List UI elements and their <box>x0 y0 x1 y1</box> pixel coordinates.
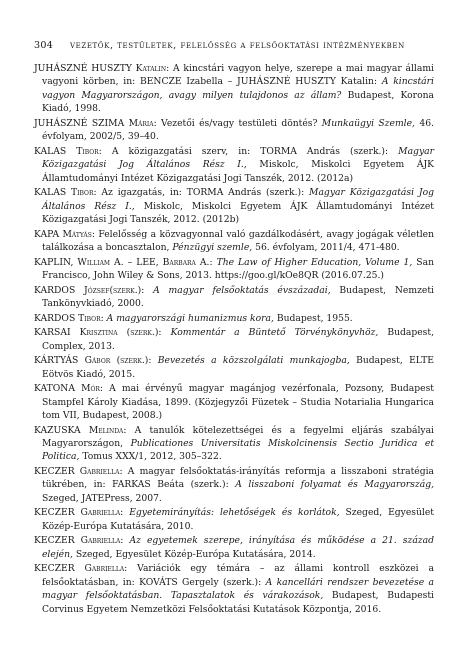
entry-title-italic: Az egyetemek szerepe, irányítása és működése a 21. század elején, <box>42 535 435 560</box>
bibliography-entry <box>34 256 434 283</box>
bibliography-entry <box>34 382 434 422</box>
entry-title-italic: Magyar Közigazgatási Jog Általános Rész I., <box>42 187 434 212</box>
entry-title-italic: The Law of Higher Education, Volume 1, <box>216 256 413 268</box>
bibliography-entry <box>34 284 434 311</box>
entry-author: KECZER Gabriella: <box>34 466 123 478</box>
entry-text: A közigazgatási szerv, in: TORMA András (szerk.): <box>101 145 399 157</box>
entry-author: KECZER Gabriella: <box>34 563 128 575</box>
entry-text: Felelősség a közvagyonnal való gazdálkodásért, avagy jogágak véletlen találkozása a boncasztalon, <box>42 228 434 254</box>
entry-title-italic: A kancellári rendszer bevezetése a magyar felsőoktatásban. Tapasztalatok és várakozások, <box>42 576 434 602</box>
entry-author: KECZER Gabriella: <box>34 535 124 547</box>
entry-title-italic: Magyar Közigazgatási Jog Általános Rész I., <box>42 145 434 171</box>
entry-author: JUHÁSZNÉ HUSZTY Katalin: <box>34 63 170 74</box>
entry-author: KAPLIN, William A. – LEE, Barbara A.: <box>34 256 213 268</box>
entry-author: KECZER Gabriella: <box>34 507 124 519</box>
entry-text: A magyar felsőoktatás-irányítás reformja a lisszaboni stratégia tükrében, in: FARKAS Beáta (szerk.): <box>42 466 434 491</box>
entry-publication-info: San Francisco, John Wiley & Sons, 2013. https://goo.gl/kOe8QR (2016.07.25.) <box>42 256 434 282</box>
entry-author: KARDOS József(szerk.): <box>34 284 145 296</box>
entry-title-italic: A magyar felsőoktatás évszázadai, <box>153 284 331 296</box>
entry-text: Variációk egy témára – az állami kontroll eszközei a felsőoktatásban, in: KOVÁTS Gergely (szerk.): <box>42 563 434 588</box>
entry-title-italic: Munkaügyi Szemle, <box>321 117 415 129</box>
entry-text: A kincstári vagyon helye, szerepe a mai magyar állami vagyoni körben, in: BENCZE Izabella – JUHÁSZNÉ HUSZTY Katalin: <box>42 63 434 88</box>
bibliography-entry <box>34 62 434 116</box>
bibliography-entry <box>34 506 434 533</box>
entry-text <box>144 285 153 296</box>
bibliography-entry <box>34 465 434 505</box>
entry-title-italic: Kommentár a Büntető Törvénykönyvhöz, <box>170 327 379 339</box>
entry-text <box>162 327 171 338</box>
entry-text: Az igazgatás, in: TORMA András (szerk.): <box>96 187 310 199</box>
entry-publication-info: Budapest, Complex, 2013. <box>42 327 435 352</box>
entry-author: KALAS Tibor: <box>34 145 102 157</box>
bibliography-entry <box>34 312 434 325</box>
bibliography-entry <box>34 228 434 255</box>
entry-author: KARSAI Krisztina (szerk.): <box>34 327 162 339</box>
entry-author: KALAS Tibor: <box>34 187 97 199</box>
entry-publication-info: Miskolc, Miskolci Egyetem ÁJK Államtudományi Intézet Közigazgatási Jogi Tanszék, 2012. (2012a) <box>42 159 434 184</box>
entry-publication-info: Miskolc, Miskolci Egyetem ÁJK Államtudományi Intézet Közigazgatási Jogi Tanszék, 2012. (2012b) <box>42 200 434 226</box>
entry-title-italic: A kincstári vagyon Magyarországon, avagy milyen tulajdonos az állam? <box>42 76 434 101</box>
entry-title-italic: A lisszaboni folyamat és Magyarország, <box>235 479 434 491</box>
entry-title-italic: Publicationes Universitatis Miskolcinensis Sectio Juridica et Politica, <box>42 438 435 463</box>
entry-author: KÁRTYÁS Gábor (szerk.): <box>34 355 152 367</box>
entry-publication-info: Budapest, 1955. <box>273 312 353 324</box>
entry-publication-info: 56. évfolyam, 2011/4, 471-480. <box>252 242 400 254</box>
bibliography-entry <box>34 354 434 381</box>
entry-publication-info: Szeged, JATEPress, 2007. <box>42 492 162 504</box>
bibliography-entry <box>34 145 434 185</box>
entry-title-italic: Egyetemirányítás: lehetőségek és korlátok, <box>129 507 340 519</box>
entry-title-italic: A magyarországi humanizmus kora, <box>106 312 274 324</box>
entry-title-italic: Pénzügyi szemle, <box>172 242 253 254</box>
bibliography-entry <box>34 424 434 464</box>
page-number: 304 <box>34 40 54 51</box>
entry-publication-info: 46. évfolyam, 2002/5, 39–40. <box>42 117 434 143</box>
entry-text: Vezetői és/vagy testületi döntés? <box>156 117 322 129</box>
bibliography-entry <box>34 534 434 561</box>
entry-author: JUHÁSZNÉ SZIMA Mária: <box>34 117 157 129</box>
bibliography-entry <box>34 562 434 616</box>
entry-publication-info: Tomus XXX/1, 2012, 305–322. <box>79 451 222 463</box>
entry-text: A tanulók kötelezettségei és a fegyelmi eljárás szabályai Magyarországon, <box>42 424 434 450</box>
entry-author: KAPA Mátyás: <box>34 228 95 240</box>
running-title: vezetők, testületek, felelősség a felsőoktatási intézményekben <box>70 40 405 51</box>
entry-author: KAZUSKA Melinda: <box>34 424 127 436</box>
entry-author: KATONA Mór: <box>34 383 104 395</box>
entry-text: A mai érvényű magyar magánjog vezérfonala, Pozsony, Budapest Stampfel Károly Kiadása, 1899. (Közjegyzői Füzetek – Studia Notarialia Hungarica tom VII, Budapest, 2008.) <box>42 383 434 422</box>
running-header <box>34 40 434 51</box>
entry-publication-info: Szeged, Egyesület Közép-Európa Kutatására, 2014. <box>72 548 316 560</box>
bibliography-list <box>34 62 434 616</box>
entry-publication-info: Budapest, Korona Kiadó, 1998. <box>42 89 434 115</box>
bibliography-entry <box>34 326 434 353</box>
entry-publication-info: Budapest, Nemzeti Tankönyvkiadó, 2000. <box>42 284 434 310</box>
entry-publication-info: Budapest, Budapesti Corvinus Egyetem Nemzetközi Felsőoktatási Kutatások Központja, 2016. <box>42 590 434 615</box>
entry-publication-info: Budapest, ELTE Eötvös Kiadó, 2015. <box>42 355 434 380</box>
entry-publication-info: Szeged, Egyesület Közép-Európa Kutatására, 2010. <box>42 507 435 532</box>
entry-title-italic: Bevezetés a közszolgálati munkajogba, <box>157 355 350 367</box>
entry-author: KARDOS Tibor: <box>34 312 104 324</box>
bibliography-entry <box>34 117 434 144</box>
bibliography-page <box>34 40 434 617</box>
bibliography-entry <box>34 186 434 226</box>
